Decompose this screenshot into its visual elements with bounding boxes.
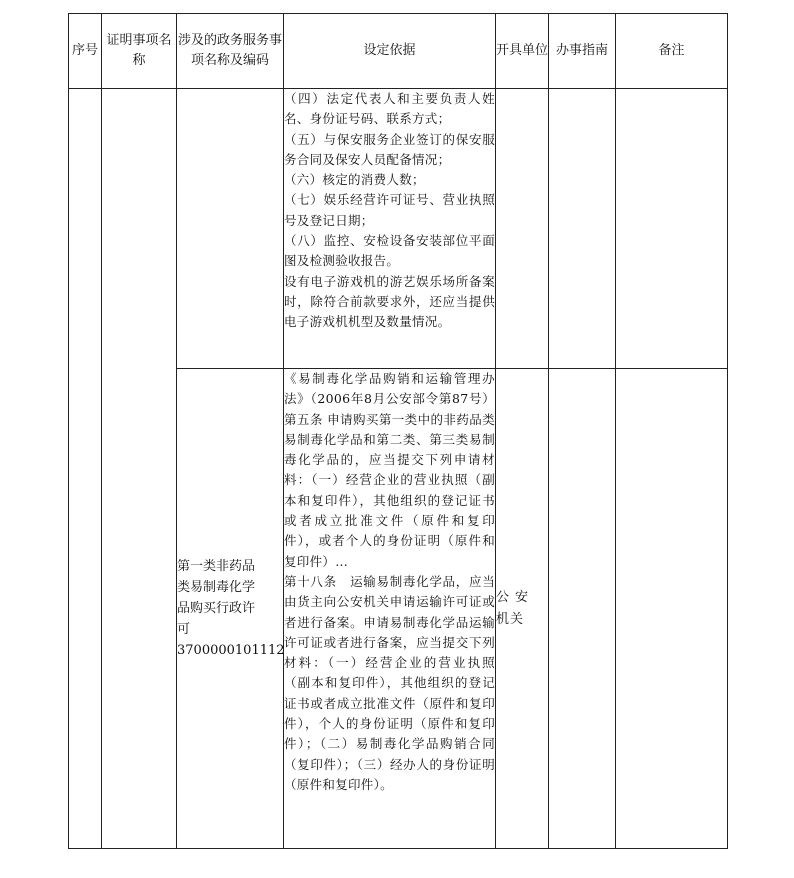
header-basis: 设定依据 <box>284 14 496 89</box>
header-issuer: 开具单位 <box>496 14 549 89</box>
basis-line: （七）娱乐经营许可证号、营业执照号及登记日期； <box>284 192 495 228</box>
basis-line: （六）核定的消费人数； <box>284 172 425 188</box>
basis-cell <box>284 89 496 369</box>
service-item-line: 第一类非药品 <box>177 559 256 574</box>
seq-cell <box>69 89 102 849</box>
header-service-item: 涉及的政务服务事项名称及编码 <box>177 14 284 89</box>
service-item-line: 可 <box>177 622 191 637</box>
service-item-line: 品购买行政许 <box>177 601 256 616</box>
guide-cell <box>549 369 616 849</box>
issuer-line: 机关 <box>496 611 525 627</box>
basis-line: （八）监控、安检设备安装部位平面图及检测验收报告。 <box>284 233 495 269</box>
service-item-code: 3700000101112 <box>177 643 285 658</box>
remarks-cell <box>616 89 728 369</box>
header-seq: 序号 <box>69 14 102 89</box>
remarks-cell <box>616 369 728 849</box>
service-item-cell <box>177 369 284 849</box>
issuer-cell <box>496 89 549 369</box>
basis-line: （四）法定代表人和主要负责人姓名、身份证号码、联系方式； <box>284 91 495 127</box>
header-row <box>69 14 728 89</box>
cert-name-cell <box>102 89 177 849</box>
guide-cell <box>549 89 616 369</box>
basis-line: （五）与保安服务企业签订的保安服务合同及保安人员配备情况； <box>284 131 495 167</box>
certification-items-table <box>68 13 728 849</box>
header-remarks: 备注 <box>616 14 728 89</box>
issuer-cell <box>496 369 549 849</box>
service-item-cell <box>177 89 284 369</box>
basis-line: 《易制毒化学品购销和运输管理办法》（2006年8月公安部令第87号）第五条 申请购买第一类中的非药品类易制毒化学品和第二类、第三类易制毒化学品的，应当提交下列申请材料：（一）经营企业的营业执照（副本和复印件），其他组织的登记证书或者成立批准文件（原件和复印件），或者个人的身份证明（原件和复印件）… <box>284 371 495 569</box>
basis-line: 设有电子游戏机的游艺娱乐场所备案时，除符合前款要求外，还应当提供电子游戏机机型及数量情况。 <box>284 273 495 330</box>
basis-line: 第十八条 运输易制毒化学品，应当由货主向公安机关申请运输许可证或者进行备案。申请易制毒化学品运输许可证或者进行备案，应当提交下列材料：（一）经营企业的营业执照（副本和复印件），其他组织的登记证书或者成立批准文件（原件和复印件），个人的身份证明（原件和复印件）；（二）易制毒化学品购销合同（复印件）；（三）经办人的身份证明（原件和复印件）。 <box>284 573 495 792</box>
service-item-line: 类易制毒化学 <box>177 580 256 595</box>
table-row <box>69 89 728 369</box>
header-cert-name: 证明事项名称 <box>102 14 177 89</box>
basis-cell <box>284 369 496 849</box>
issuer-line: 公安 <box>496 589 535 605</box>
header-guide: 办事指南 <box>549 14 616 89</box>
